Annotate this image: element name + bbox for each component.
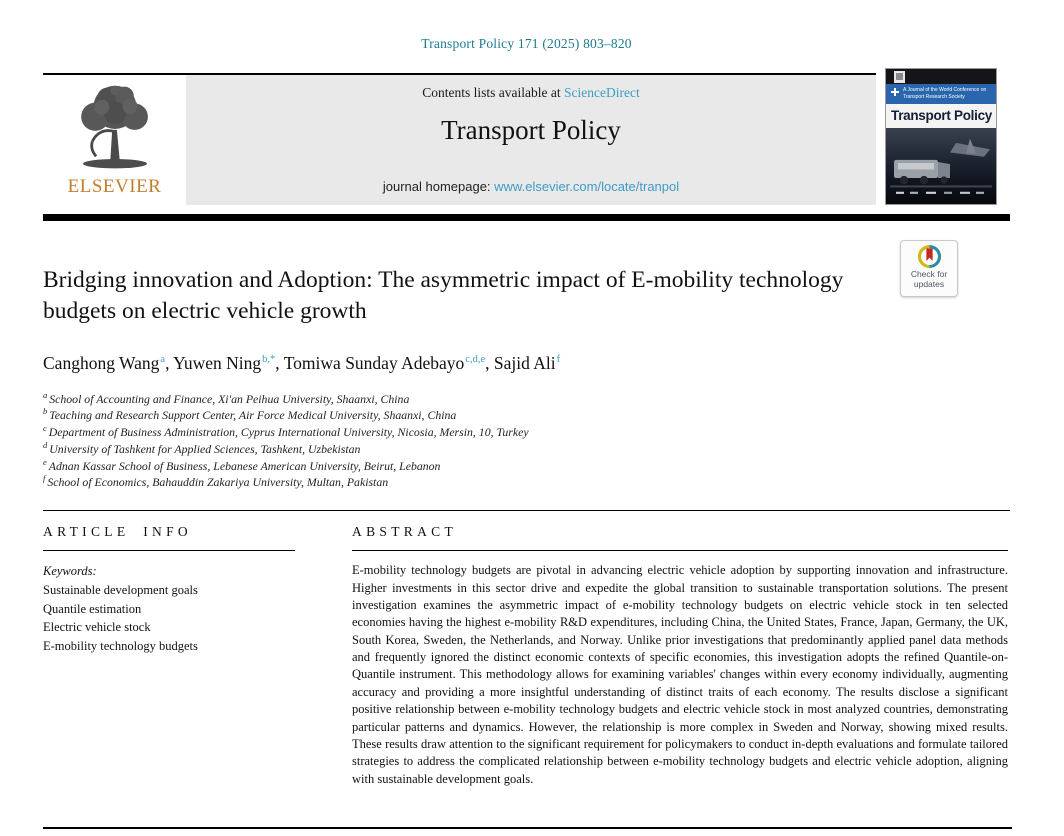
cover-society-emblem-icon	[891, 88, 899, 96]
cover-society-band	[886, 84, 996, 104]
homepage-link[interactable]: www.elsevier.com/locate/tranpol	[494, 179, 680, 194]
paper-first-page	[43, 0, 1010, 836]
affiliations-list	[43, 390, 1010, 491]
keywords-block	[43, 551, 295, 656]
info-abstract-columns	[43, 511, 1010, 788]
elsevier-wordmark: ELSEVIER	[67, 176, 162, 197]
affiliation-row: $^b$ Teaching and Research Support Center, Air Force Medical University, Shaanxi, China	[43, 406, 457, 423]
check-for-updates-label: Check for updates	[910, 269, 948, 289]
author-separator: ,	[275, 352, 284, 373]
keyword-item: Electric vehicle stock	[43, 620, 151, 635]
journal-banner	[186, 75, 876, 205]
abstract-column	[352, 511, 1008, 788]
journal-citation-line: Transport Policy 171 (2025) 803–820	[421, 36, 632, 51]
elsevier-tree-icon	[68, 81, 162, 175]
journal-cover-thumbnail[interactable]	[885, 68, 997, 205]
affiliation-row: $^c$ Department of Business Administration, Cyprus International University, Nicosia, Mersin, 10, Turkey	[43, 423, 529, 439]
authors-line	[43, 353, 1010, 374]
author-name: Yuwen Ning	[173, 352, 262, 373]
author-name: Tomiwa Sunday Adebayo	[283, 352, 465, 373]
keywords-label: Keywords:	[43, 564, 97, 579]
author-superscript: f	[556, 353, 561, 365]
keyword-item: E-mobility technology budgets	[43, 639, 198, 654]
author-name: Canghong Wang	[43, 352, 160, 373]
check-for-updates-badge[interactable]	[900, 240, 958, 297]
contents-line-prefix: Contents lists available at	[422, 85, 564, 100]
cover-society-line: A Journal of the World Conference on Transport Research Society	[903, 87, 987, 100]
article-info-heading: ARTICLE INFO	[43, 511, 295, 551]
abstract-text: E-mobility technology budgets are pivotal in advancing electric vehicle adoption by supporting innovation and infrastructure. Higher investments in this sector drive and expedite the global transition to sustainable transportation solutions. The present investigation examines the asymmetric impact of e-mobility technology budgets on electric vehicle stock in ten selected economies having the highest e-mobility R&D expenditures, including China, the United States, France, Japan, Germany, the UK, South Korea, Sweden, the Netherlands, and Norway. Unlike prior investigations that predominantly applied panel data methods and frequently ignored the distinct economic contexts of specific economies, this investigation adopts the refined Quantile-on-Quantile instrument. This methodology allows for examining variables' changes within every economy individually, augmenting accuracy and providing a more insightful understanding of distinct traits of each economy. The results disclose a significant positive relationship between e-mobility technology budgets and electric vehicle stock in most analyzed countries, demonstrating particular patterns and dynamics. However, the relationship is more complex in Sweden and Norway, showing mixed results. These results draw attention to the significant requirement for policymakers to conduct in-depth evaluations and formulate tailored strategies to address the complicated relationship between e-mobility technology budgets and electric vehicle adoption, aligning with sustainable development goals.	[352, 563, 1008, 786]
journal-header-main	[43, 73, 876, 205]
author-separator: ,	[485, 352, 494, 373]
abstract-heading: ABSTRACT	[352, 511, 1008, 551]
journal-header	[43, 73, 1010, 205]
contents-line	[194, 85, 868, 101]
keyword-item: Quantile estimation	[43, 601, 142, 616]
author-superscript: a	[160, 353, 166, 365]
journal-name: Transport Policy	[441, 115, 621, 145]
article-title: Bridging innovation and Adoption: The asymmetric impact of E-mobility technology budgets on electric vehicle growth	[43, 267, 844, 325]
affiliation-row: $^a$ School of Accounting and Finance, Xi'an Peihua University, Shaanxi, China	[43, 389, 410, 406]
title-block	[43, 265, 1010, 328]
cover-transport-artwork	[886, 128, 996, 205]
page-bottom-rule	[43, 827, 1012, 829]
affiliation-row: $^e$ Adnan Kassar School of Business, Lebanese American University, Beirut, Lebanon	[43, 456, 441, 473]
header-divider-bar	[43, 214, 1010, 221]
author-superscript: b,*	[262, 353, 276, 365]
cover-journal-title: Transport Policy	[886, 104, 996, 128]
homepage-line	[194, 179, 868, 194]
crossmark-icon	[917, 244, 942, 269]
author-name: Sajid Ali	[493, 352, 556, 373]
affiliation-row: $^d$ University of Tashkent for Applied Sciences, Tashkent, Uzbekistan	[43, 439, 361, 456]
homepage-line-prefix: journal homepage:	[382, 179, 495, 194]
affiliation-row: $^f$ School of Economics, Bahauddin Zakariya University, Multan, Pakistan	[43, 473, 389, 490]
sciencedirect-link[interactable]: ScienceDirect	[564, 85, 640, 100]
author-separator: ,	[165, 352, 174, 373]
author-superscript: c,d,e	[465, 353, 486, 365]
article-info-column	[43, 511, 295, 788]
cover-top-strip	[886, 69, 996, 84]
keyword-item: Sustainable development goals	[43, 582, 198, 597]
elsevier-logo	[43, 75, 186, 205]
cover-publisher-stamp-icon	[894, 71, 905, 83]
